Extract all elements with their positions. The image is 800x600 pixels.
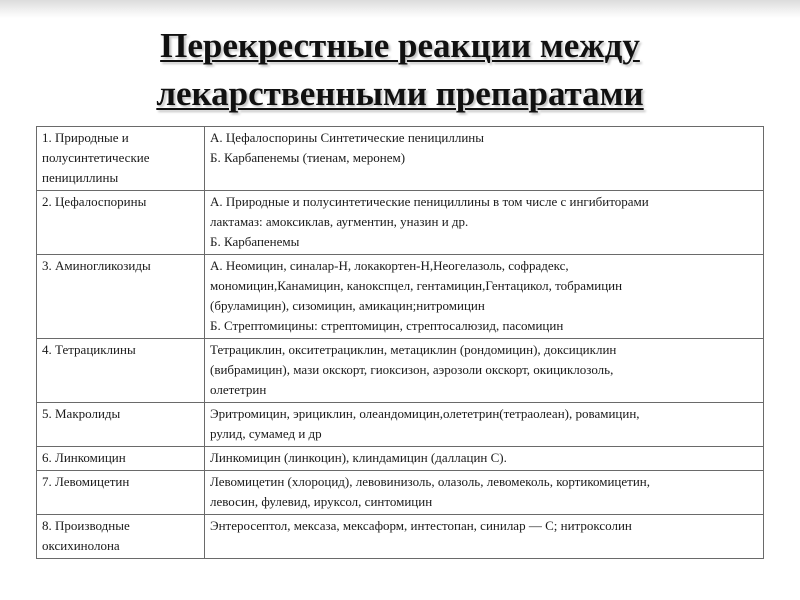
title-line-2: лекарственными препаратами: [156, 74, 644, 113]
drug-group-cell: [37, 339, 205, 403]
cross-reaction-cell: [205, 515, 764, 559]
table-row: [37, 127, 764, 191]
title-line-1: Перекрестные реакции между: [160, 26, 640, 65]
cross-reaction-line: Линкомицин (линкоцин), клиндамицин (даллацин С).: [210, 450, 507, 465]
cross-reaction-line: Б. Карбапенемы (тиенам, меронем): [210, 150, 406, 165]
cross-reaction-cell: [205, 255, 764, 339]
cross-reaction-line: Эритромицин, эрициклин, олеандомицин,олететрин(тетраолеан), ровамицин,: [210, 406, 640, 421]
top-decor-band: [0, 0, 800, 18]
cross-reaction-line: (вибрамицин), мази окскорт, гиоксизон, аэрозоли окскорт, окициклозоль,: [210, 362, 614, 377]
drug-group-line: 6. Линкомицин: [42, 450, 126, 465]
cross-reaction-cell: [205, 127, 764, 191]
table-row: [37, 339, 764, 403]
cross-reaction-line: Б. Карбапенемы: [210, 234, 300, 249]
table-row: [37, 403, 764, 447]
cross-reaction-line: А. Неомицин, синалар-Н, локакортен-Н,Неогелазоль, софрадекс,: [210, 258, 569, 273]
cross-reaction-line: Энтеросептол, мексаза, мексаформ, интестопан, синилар — С; нитроксолин: [210, 518, 632, 533]
cross-reaction-line: мономицин,Канамицин, канокспцел, гентамицин,Гентацикол, тобрамицин: [210, 278, 623, 293]
cross-reaction-line: Тетрациклин, окситетрациклин, метациклин (рондомицин), доксициклин: [210, 342, 617, 357]
drug-group-line: 2. Цефалоспорины: [42, 194, 147, 209]
cross-reaction-line: Б. Стрептомицины: стрептомицин, стрептосалюзид, пасомицин: [210, 318, 564, 333]
cross-reaction-line: рулид, сумамед и др: [210, 426, 322, 441]
drug-group-line: 8. Производные: [42, 518, 130, 533]
slide-title: [0, 22, 800, 118]
drug-group-line: 4. Тетрациклины: [42, 342, 136, 357]
table-row: [37, 515, 764, 559]
cross-reaction-line: левосин, фулевид, ируксол, синтомицин: [210, 494, 433, 509]
table-body: [37, 127, 764, 559]
cross-reactions-table: [36, 126, 764, 559]
drug-group-cell: [37, 471, 205, 515]
cross-reaction-line: (бруламицин), сизомицин, амикацин;нитромицин: [210, 298, 485, 313]
cross-reaction-line: олететрин: [210, 382, 267, 397]
drug-group-line: оксихинолона: [42, 538, 120, 553]
cross-reaction-cell: [205, 191, 764, 255]
drug-group-cell: [37, 403, 205, 447]
drug-group-cell: [37, 255, 205, 339]
drug-group-line: пенициллины: [42, 170, 119, 185]
cross-reaction-cell: [205, 403, 764, 447]
drug-group-line: полусинтетические: [42, 150, 150, 165]
cross-reaction-line: лактамаз: амоксиклав, аугментин, уназин и др.: [210, 214, 469, 229]
drug-group-line: 1. Природные и: [42, 130, 129, 145]
table-row: [37, 255, 764, 339]
cross-reaction-cell: [205, 339, 764, 403]
cross-reaction-cell: [205, 471, 764, 515]
drug-group-line: 7. Левомицетин: [42, 474, 130, 489]
drug-group-cell: [37, 515, 205, 559]
cross-reaction-line: А. Природные и полусинтетические пенициллины в том числе с ингибиторами: [210, 194, 649, 209]
table-row: [37, 471, 764, 515]
cross-reaction-line: А. Цефалоспорины Синтетические пенициллины: [210, 130, 484, 145]
cross-reaction-line: Левомицетин (хлороцид), левовинизоль, олазоль, левомеколь, кортикомицетин,: [210, 474, 650, 489]
drug-group-cell: [37, 447, 205, 471]
drug-group-cell: [37, 191, 205, 255]
drug-group-line: 5. Макролиды: [42, 406, 121, 421]
cross-reaction-cell: [205, 447, 764, 471]
drug-group-cell: [37, 127, 205, 191]
table-row: [37, 447, 764, 471]
drug-group-line: 3. Аминогликозиды: [42, 258, 151, 273]
table-row: [37, 191, 764, 255]
